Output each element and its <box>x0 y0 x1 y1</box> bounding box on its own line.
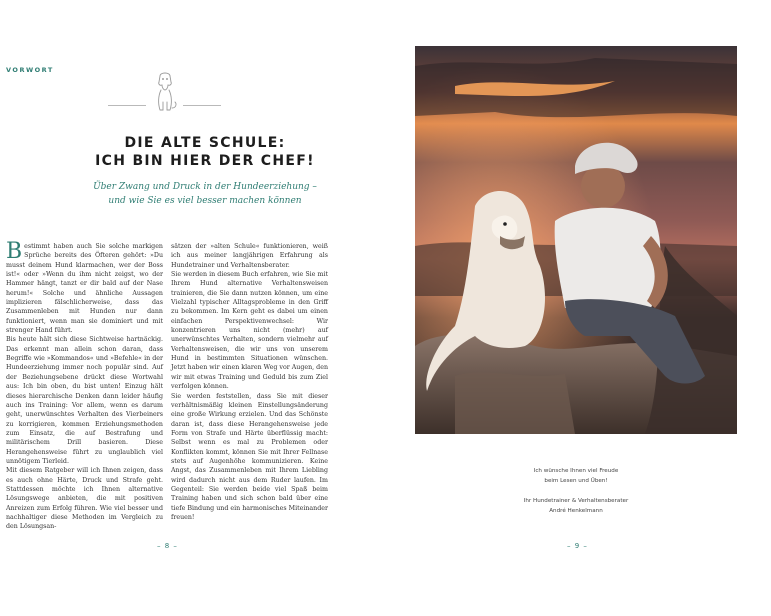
caption-line: André Henkelmann <box>549 507 603 514</box>
author-dog-photo <box>415 46 737 434</box>
signature-greeting <box>486 467 666 486</box>
chapter-title-line-1: DIE ALTE SCHULE: <box>124 135 286 151</box>
paragraph: Bis heute hält sich diese Sichtweise hartnäckig. Das erkennt man allein schon daran, dass Begriffe wie »Kommandos« und »Befehle« in der Hundeerziehung immer noch populär sind. Auf der Beziehungsebene drückt diese Wortwahl aus: Ich bin oben, du bist unten! Einzug hält dieses hierarchische Denken dann leider häufig auch ins Training: Vor allem, wenn es darum geht, unerwünschtes Verhalten des Vierbeiners zu korrigieren, kommen Erziehungsmethoden zum Einsatz, die auf Bestrafung und militärischem Drill basieren. Diese Herangehensweise führt zu unglaublich viel unnötigem Tierleid. <box>6 336 163 465</box>
signature-author <box>486 497 666 516</box>
caption-line: Ihr Hundetrainer & Verhaltensberater <box>523 498 629 504</box>
caption-line: beim Lesen und Üben! <box>544 477 608 484</box>
right-page <box>386 0 771 616</box>
paragraph <box>6 239 163 335</box>
text-column-1 <box>6 239 163 532</box>
paragraph: sätzen der »alten Schule« funktionieren, weiß ich aus meiner langjährigen Erfahrung als Hundetrainer und Verhaltensberater. <box>171 243 328 269</box>
drop-cap: B <box>6 239 23 264</box>
page-number: – 9 – <box>567 542 588 550</box>
chapter-subtitle <box>60 181 350 208</box>
paragraph-text: estimmt haben auch Sie solche markigen Sprüche bereits des Öfteren gehört: »Du musst deinem Hund klarmachen, wer der Boss ist!« oder »Wenn du ihm nicht zeigst, wo der Hammer hängt, tanzt er dir bald auf der Nase herum!« Solche und ähnliche Aussagen implizieren fälschlicherweise, dass das Zusammenleben mit Hunden nur dann funktioniert, wenn man sie dominiert und mit strenger Hand führt. <box>6 243 163 335</box>
divider-right <box>183 105 221 106</box>
chapter-subtitle-line-2: und wie Sie es viel besser machen können <box>108 195 302 206</box>
paragraph: Sie werden in diesem Buch erfahren, wie Sie mit Ihrem Hund alternative Verhaltensweisen trainieren, die Sie dann nutzen können, um eine Vielzahl typischer Alltagsprobleme in den Griff zu bekommen. Im Kern geht es dabei um einen einfachen Perspektivenwechsel: Wir konzentrieren uns nicht (mehr) auf unerwünschtes Verhalten, sondern vielmehr auf Verhaltensweisen, die wir uns von unserem Hund in bestimmten Situationen wünschen. Jetzt haben wir einen klaren Weg vor Augen, den wir mit etwas Training und Geduld bis zum Ziel verfolgen können. <box>171 271 328 391</box>
section-label: VORWORT <box>6 66 54 74</box>
page-number: – 8 – <box>157 542 178 550</box>
paragraph: Mit diesem Ratgeber will ich Ihnen zeigen, dass es auch ohne Härte, Druck und Strafe geht. Stattdessen möchte ich Ihnen alternative Lösungswege anbieten, die mit positiven Anreizen zum Erfolg führen. Wie viel besser und nachhaltiger diese Methoden im Vergleich zu den Lösungsan- <box>6 467 163 531</box>
dog-icon <box>150 70 180 116</box>
chapter-title-line-2: ICH BIN HIER DER CHEF! <box>95 153 315 169</box>
divider-left <box>108 105 146 106</box>
caption-line: Ich wünsche Ihnen viel Freude <box>533 468 619 474</box>
left-page <box>0 0 385 616</box>
text-column-2 <box>171 242 328 522</box>
paragraph: Sie werden feststellen, dass Sie mit dieser verhältnismäßig kleinen Einstellungsänderung eine große Wirkung erzielen. Und das Schönste daran ist, dass diese Herangehensweise jede Form von Strafe und Härte überflüssig macht: Selbst wenn es mal zu Problemen oder Konflikten kommt, können Sie mit Ihrer Fellnase stets auf Augenhöhe kommunizieren. Keine Angst, das Zusammenleben mit Ihrem Liebling wird dadurch nicht aus dem Ruder laufen. Im Gegenteil: Sie werden beide viel Spaß beim Training haben und sich schon bald über eine tiefe Bindung und ein harmonisches Miteinander freuen! <box>171 392 328 521</box>
chapter-title <box>40 134 370 170</box>
chapter-subtitle-line-1: Über Zwang und Druck in der Hundeerziehung – <box>93 182 317 192</box>
